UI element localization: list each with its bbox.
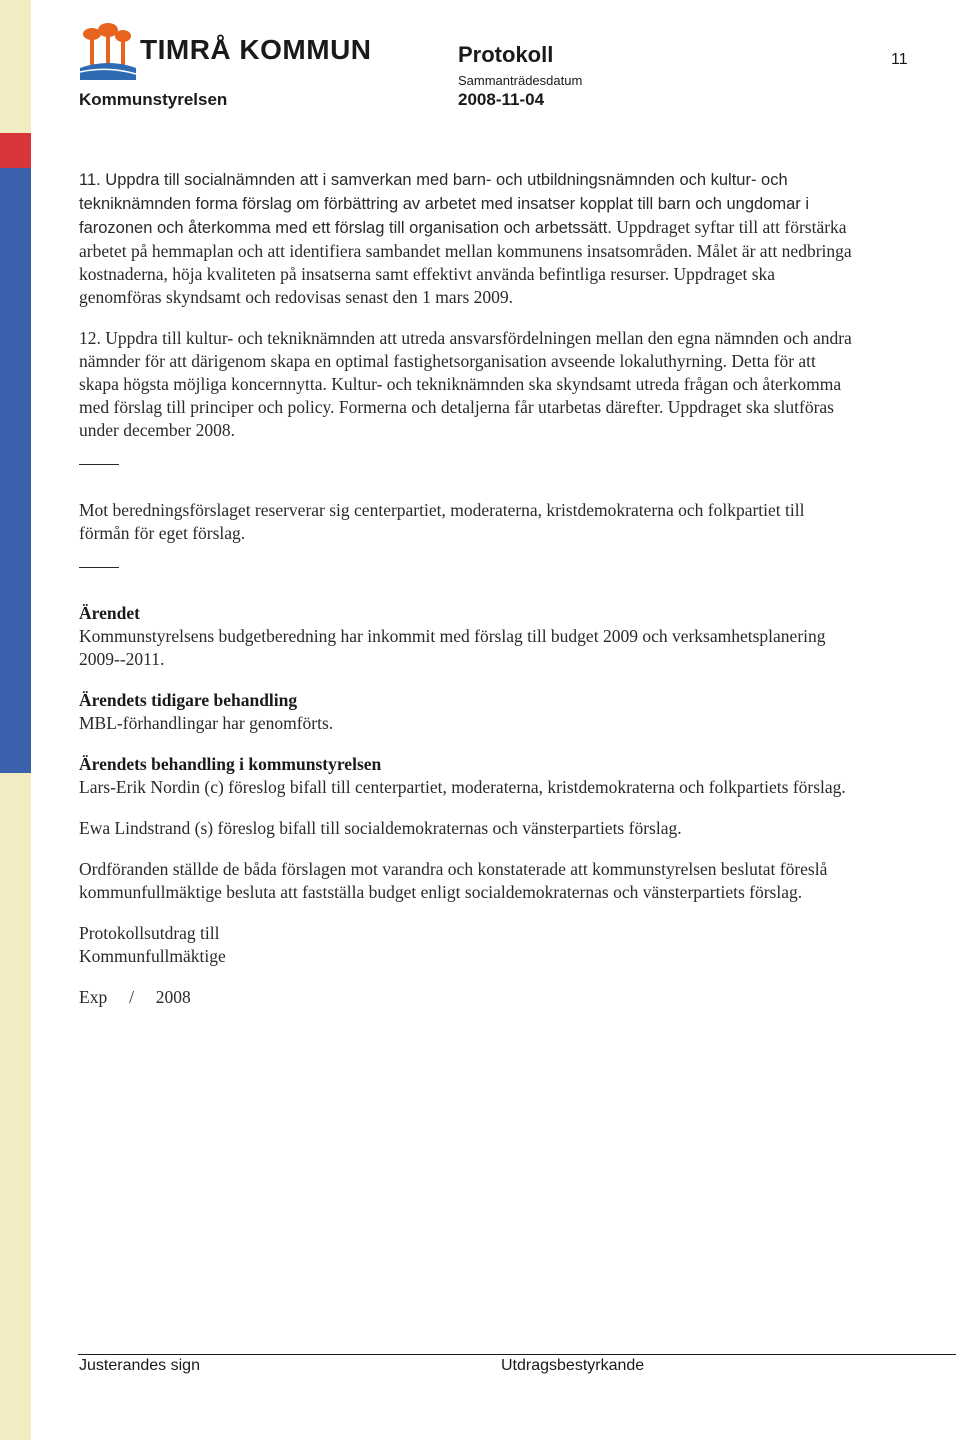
behandling-paragraph: Lars-Erik Nordin (c) föreslog bifall till centerpartiet, moderaterna, kristdemokraterna och folkpartiets förslag.	[79, 777, 846, 797]
meeting-date: 2008-11-04	[458, 90, 545, 109]
document-title: Protokoll	[458, 42, 554, 67]
left-margin-blue-block	[0, 168, 31, 773]
section-divider	[79, 464, 119, 465]
protokollsutdrag-label: Protokollsutdrag till	[79, 923, 220, 943]
footer-justerandes-sign: Justerandes sign	[79, 1357, 200, 1374]
left-margin-red-block	[0, 133, 31, 168]
arendet-text: Kommunstyrelsens budgetberedning har inkommit med förslag till budget 2009 och verksamhetsplanering 2009--2011.	[79, 626, 826, 669]
item-11-text: 11. Uppdra till socialnämnden att i samverkan med barn- och utbildningsnämnden och kultur- och tekniknämnden forma förslag om förbättring av arbetet med insatser kopplat till barn och ungdomar i farozonen och återkomma med ett förslag till organisation och arbetssätt.	[79, 171, 810, 237]
meeting-date-label: Sammanträdesdatum	[458, 73, 583, 88]
arendet-heading: Ärendet	[79, 603, 140, 623]
behandling-paragraph: Ordföranden ställde de båda förslagen mot varandra och konstaterade att kommunstyrelsen beslutat föreslå kommunfullmäktige besluta att fastställa budget enligt socialdemokraternas och vänsterpartiets förslag.	[79, 859, 828, 902]
footer-rule	[78, 1354, 956, 1355]
behandling-heading: Ärendets behandling i kommunstyrelsen	[79, 754, 382, 774]
logo-wordmark: TIMRÅ KOMMUN	[140, 34, 372, 65]
reservation-paragraph: Mot beredningsförslaget reserverar sig centerpartiet, moderaterna, kristdemokraterna och folkpartiet till förmån för eget förslag.	[79, 500, 805, 543]
page-number: 11	[891, 51, 908, 68]
tidigare-behandling-text: MBL-förhandlingar har genomförts.	[79, 713, 334, 733]
item-11-continuation: Uppdraget syftar till att förstärka arbetet på hemmaplan och att identifiera sambandet mellan kommunens insatsområden. Målet är att nedbringa kostnaderna, höja kvaliteten på insatserna samt effektivt använda befintliga resurser. Uppdraget ska genomföras skyndsamt och redovisas senast den 1 mars 2009.	[79, 217, 852, 307]
behandling-paragraph: Ewa Lindstrand (s) föreslog bifall till socialdemokraternas och vänsterpartiets förslag.	[79, 818, 682, 838]
protokollsutdrag-recipient: Kommunfullmäktige	[79, 946, 226, 966]
tidigare-behandling-heading: Ärendets tidigare behandling	[79, 690, 298, 710]
document-body	[79, 168, 859, 1009]
section-divider	[79, 567, 119, 568]
organization-name: Kommunstyrelsen	[79, 90, 228, 109]
tree-logo-icon	[78, 22, 138, 82]
paragraph-item-12: 12. Uppdra till kultur- och tekniknämnden att utreda ansvarsfördelningen mellan den egna nämnden och andra nämnder för att därigenom skapa en optimal fastighetsorganisation avseende lokaluthyrning. Detta för att skapa högsta möjliga koncernnytta. Kultur- och tekniknämnden ska skyndsamt utreda frågan och återkomma med förslag till principer och policy. Formerna och detaljerna får utarbetas därefter. Uppdraget ska slutföras under december 2008.	[79, 328, 852, 440]
expedition-line: Exp / 2008	[79, 987, 191, 1007]
paragraph-item-11	[79, 168, 859, 309]
footer-utdragsbestyrkande: Utdragsbestyrkande	[501, 1357, 645, 1374]
